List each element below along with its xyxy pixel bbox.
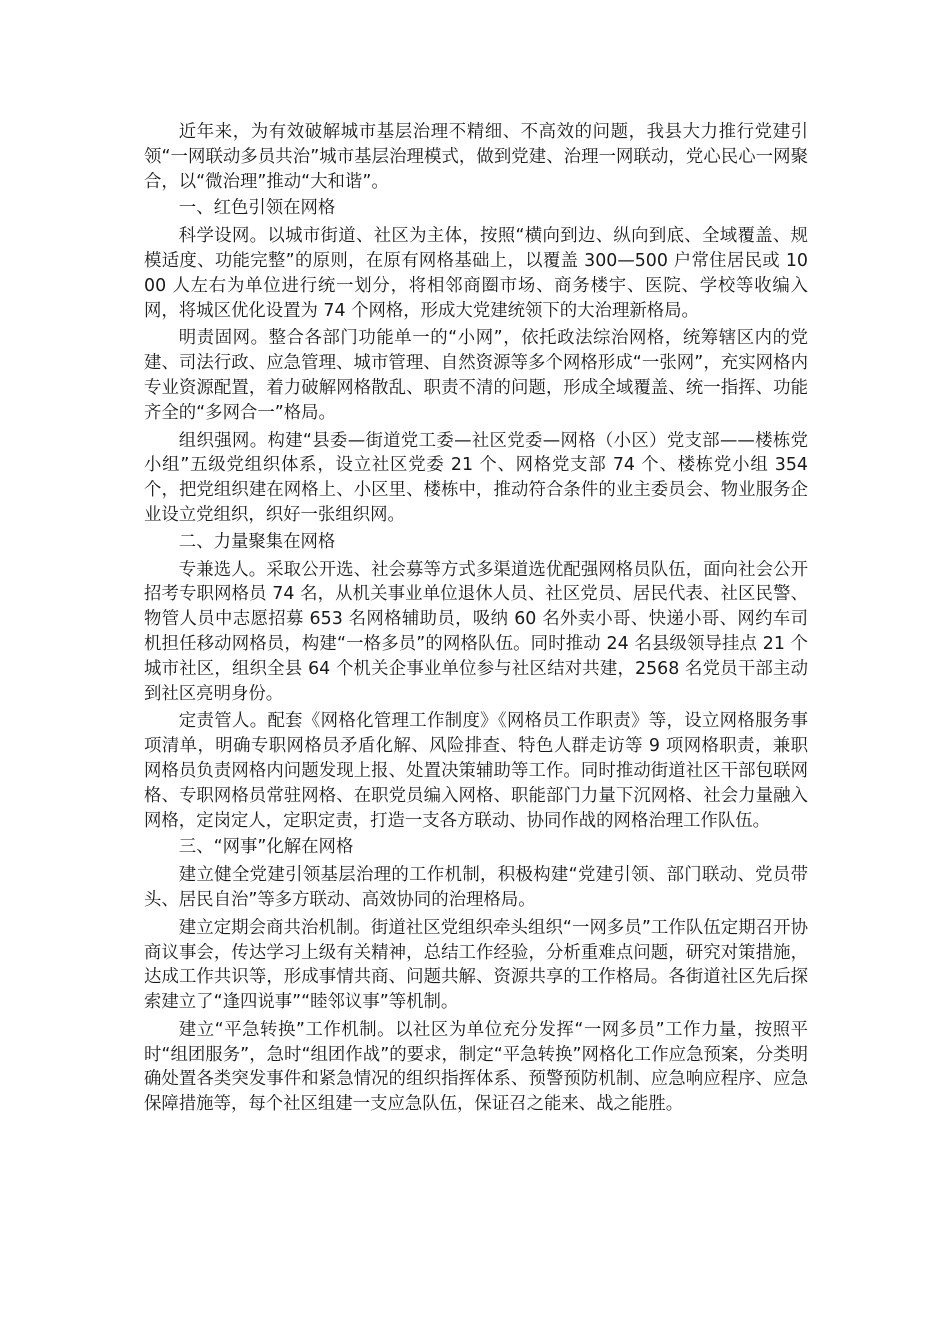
paragraph-org-grid: 组织强网。构建“县委—街道党工委—社区党委—网格（小区）党支部——楼栋党小组”五级党组织体系，设立社区党委 21 个、网格党支部 74 个、楼栋党小组 354 个，把党组织建在网格上、小区里、楼栋中，推动符合条件的业主委员会、物业服务企业设立党组织，织好一张组织网。 [144, 430, 808, 525]
paragraph-emergency: 建立“平急转换”工作机制。以社区为单位充分发挥“一网多员”工作力量，按照平时“组团服务”，急时“组团作战”的要求，制定“平急转换”网格化工作应急预案，分类明确处置各类突发事件和紧急情况的组织指挥体系、预警预防机制、应急响应程序、应急保障措施等，每个社区组建一支应急队伍，保证召之能来、战之能胜。 [144, 1019, 808, 1115]
paragraph-select-staff: 专兼选人。采取公开选、社会募等方式多渠道选优配强网格员队伍，面向社会公开招考专职网格员 74 名，从机关事业单位退休人员、社区党员、居民代表、社区民警、物管人员中志愿招募 653 名网格辅助员，吸纳 60 名外卖小哥、快递小哥、网约车司机担任移动网格员，构建“一格多员”的网格队伍。同时推动 24 名县级领导挂点 21 个城市社区，组织全县 64 个机关企事业单位参与社区结对共建，2568 名党员干部主动到社区亮明身份。 [144, 559, 808, 704]
section-heading-2: 二、力量聚集在网格 [178, 531, 336, 552]
paragraph-mechanism: 建立健全党建引领基层治理的工作机制，积极构建“党建引领、部门联动、党员带头、居民自治”等多方联动、高效协同的治理格局。 [144, 865, 808, 910]
paragraph-assign-duty: 定责管人。配套《网格化管理工作制度》《网格员工作职责》等，设立网格服务事项清单，明确专职网格员矛盾化解、风险排查、特色人群走访等 9 项网格职责，兼职网格员负责网格内问题发现上报、处置决策辅助等工作。同时推动街道社区干部包联网格、专职网格员常驻网格、在职党员编入网格、职能部门力量下沉网格、社会力量融入网格，定岗定人，定职定责，打造一支各方联动、协同作战的网格治理工作队伍。 [144, 711, 808, 831]
document-page [144, 120, 808, 1117]
section-heading-1: 一、红色引领在网格 [178, 198, 336, 219]
section-heading-3: 三、“网事”化解在网格 [178, 837, 354, 858]
paragraph-intro: 近年来，为有效破解城市基层治理不精细、不高效的问题，我县大力推行党建引领“一网联动多员共治”城市基层治理模式，做到党建、治理一网联动，党心民心一网聚合，以“微治理”推动“大和谐”。 [144, 122, 808, 192]
paragraph-duty-grid: 明责固网。整合各部门功能单一的“小网”，依托政法综治网格，统筹辖区内的党建、司法行政、应急管理、城市管理、自然资源等多个网格形成“一张网”，充实网格内专业资源配置，着力破解网格散乱、职责不清的问题，形成全域覆盖、统一指挥、功能齐全的“多网合一”格局。 [144, 328, 808, 423]
paragraph-consultation: 建立定期会商共治机制。街道社区党组织牵头组织“一网多员”工作队伍定期召开协商议事会，传达学习上级有关精神，总结工作经验，分析重难点问题，研究对策措施，达成工作共识等，形成事情共商、问题共解、资源共享的工作格局。各街道社区先后探索建立了“逢四说事”“睦邻议事”等机制。 [144, 917, 808, 1013]
paragraph-science-grid: 科学设网。以城市街道、社区为主体，按照“横向到边、纵向到底、全域覆盖、规模适度、功能完整”的原则，在原有网格基础上，以覆盖 300—500 户常住居民或 1000 人左右为单位进行统一划分，将相邻商圈市场、商务楼宇、医院、学校等收编入网，将城区优化设置为 74 个网格，形成大党建统领下的大治理新格局。 [144, 226, 808, 321]
